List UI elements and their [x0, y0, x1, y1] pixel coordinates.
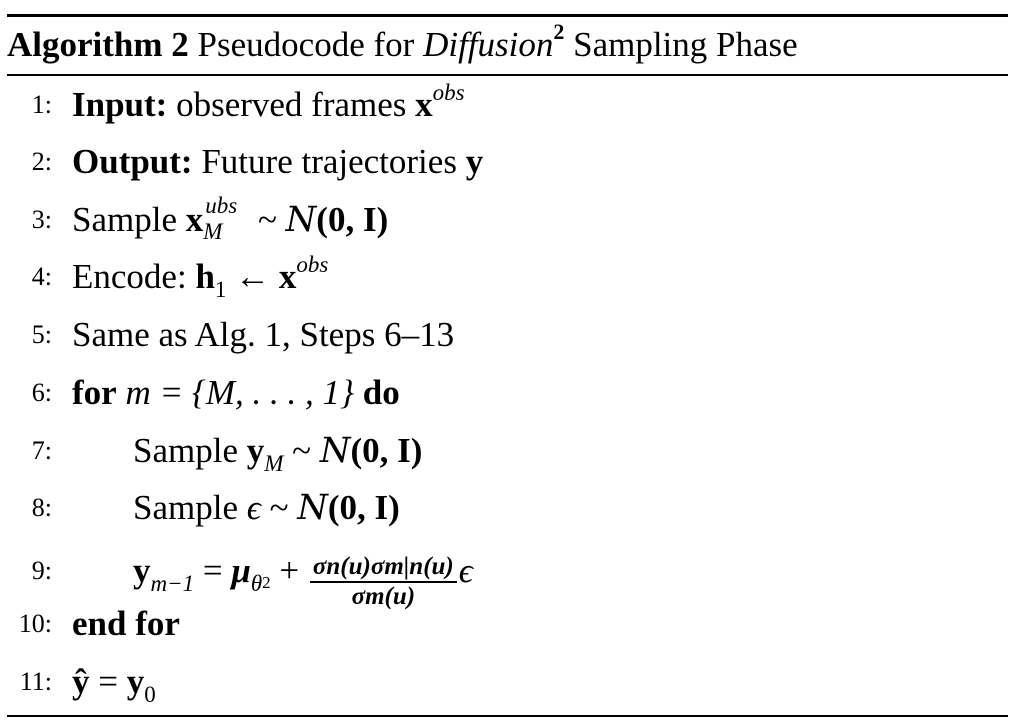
- line-number: 4:: [31, 262, 52, 291]
- var: y: [246, 431, 265, 470]
- keyword: Output:: [72, 142, 193, 181]
- line-number: 1:: [31, 90, 52, 119]
- line-content: [72, 655, 156, 713]
- var: x: [415, 85, 433, 124]
- line-number: 5:: [31, 320, 52, 349]
- lhs-var: ŷ: [72, 662, 90, 701]
- line-content: [72, 308, 454, 362]
- algorithm-line-6: [0, 366, 1032, 420]
- mu-symbol: μ: [231, 551, 251, 590]
- lhs-var: y: [133, 551, 151, 590]
- dist-symbol: N: [285, 200, 317, 240]
- caption-text-after: Sampling Phase: [573, 25, 798, 64]
- algorithm-line-7: [0, 424, 1032, 478]
- fraction-numerator: σn(u)σm|n(u): [312, 552, 454, 580]
- var-sub: M: [264, 451, 284, 476]
- equals: =: [98, 662, 118, 701]
- var-sub: 1: [214, 277, 227, 302]
- line-number: 2:: [31, 147, 52, 176]
- caption-label: Algorithm 2: [7, 25, 189, 64]
- dist-args: (0, I): [350, 431, 423, 470]
- var-subsup: [203, 193, 249, 247]
- relation: ~: [269, 488, 289, 527]
- loop-range: m = {M, . . . , 1}: [125, 373, 354, 412]
- mu-sub: θ: [250, 571, 263, 596]
- var: y: [465, 142, 484, 181]
- line-number: 7:: [31, 436, 52, 465]
- keyword-do: do: [362, 373, 400, 412]
- line-number: 9:: [31, 556, 52, 585]
- line-number: 3:: [31, 205, 52, 234]
- line-content: [133, 424, 422, 482]
- var: ϵ: [246, 488, 261, 527]
- line-content: [72, 597, 180, 651]
- caption-rule: [7, 74, 1008, 76]
- line-text: Encode:: [72, 257, 187, 296]
- var-sup: obs: [432, 80, 465, 105]
- line-number: 6:: [31, 378, 52, 407]
- caption-name-sup: 2: [553, 19, 565, 45]
- line-number: 8:: [31, 493, 52, 522]
- algorithm-line-9: [0, 540, 1032, 610]
- keyword: Input:: [72, 85, 168, 124]
- top-rule: [7, 14, 1008, 17]
- algorithm-line-4: [0, 250, 1032, 304]
- algorithm-caption: [7, 20, 798, 70]
- line-content: [72, 366, 400, 420]
- relation: ~: [257, 200, 277, 239]
- caption-name: Diffusion: [423, 25, 554, 64]
- line-text: Sample: [72, 200, 177, 239]
- algorithm-line-5: [0, 308, 1032, 362]
- line-content: [72, 135, 483, 189]
- dist-args: (0, I): [316, 200, 389, 239]
- var: h: [195, 257, 215, 296]
- line-content: [72, 250, 328, 308]
- algorithm-line-8: [0, 481, 1032, 535]
- line-number: 10:: [18, 609, 52, 638]
- algorithm-line-10: [0, 597, 1032, 651]
- line-text: Future trajectories: [201, 142, 457, 181]
- dist-symbol: N: [319, 431, 351, 471]
- dist-symbol: N: [297, 488, 328, 528]
- epsilon: ϵ: [458, 551, 473, 590]
- algorithm-line-11: [0, 655, 1032, 709]
- line-text: Sample: [133, 488, 238, 527]
- equals: =: [202, 551, 223, 590]
- relation: ←: [235, 257, 271, 296]
- rhs-sub: 0: [144, 682, 156, 707]
- line-number: 11:: [19, 667, 52, 696]
- algorithm-line-3: [0, 193, 1032, 247]
- lhs-sub: m−1: [150, 571, 195, 596]
- line-content: [72, 193, 388, 247]
- keyword: end for: [72, 604, 180, 643]
- mu-sub-index: 2: [262, 573, 271, 592]
- rhs-sup: obs: [296, 252, 329, 277]
- dist-args: (0, I): [327, 488, 400, 527]
- caption-text-before: Pseudocode for: [197, 25, 415, 64]
- line-text: observed frames: [176, 85, 407, 124]
- plus: +: [279, 551, 300, 590]
- var: x: [185, 200, 204, 239]
- var-sup: ubs: [205, 193, 238, 218]
- bottom-rule: [7, 715, 1008, 717]
- line-text: Same as Alg. 1, Steps 6–13: [72, 315, 455, 354]
- fraction-denominator: σm(u): [351, 582, 416, 610]
- relation: ~: [292, 431, 312, 470]
- line-content: [72, 78, 465, 136]
- rhs-var: x: [278, 257, 297, 296]
- line-text: Sample: [133, 431, 238, 470]
- algorithm-line-2: [0, 135, 1032, 189]
- algorithm-line-1: [0, 78, 1032, 132]
- line-content: [133, 481, 400, 535]
- keyword: for: [72, 373, 117, 412]
- rhs-var: y: [126, 662, 145, 701]
- var-sub: M: [203, 219, 223, 244]
